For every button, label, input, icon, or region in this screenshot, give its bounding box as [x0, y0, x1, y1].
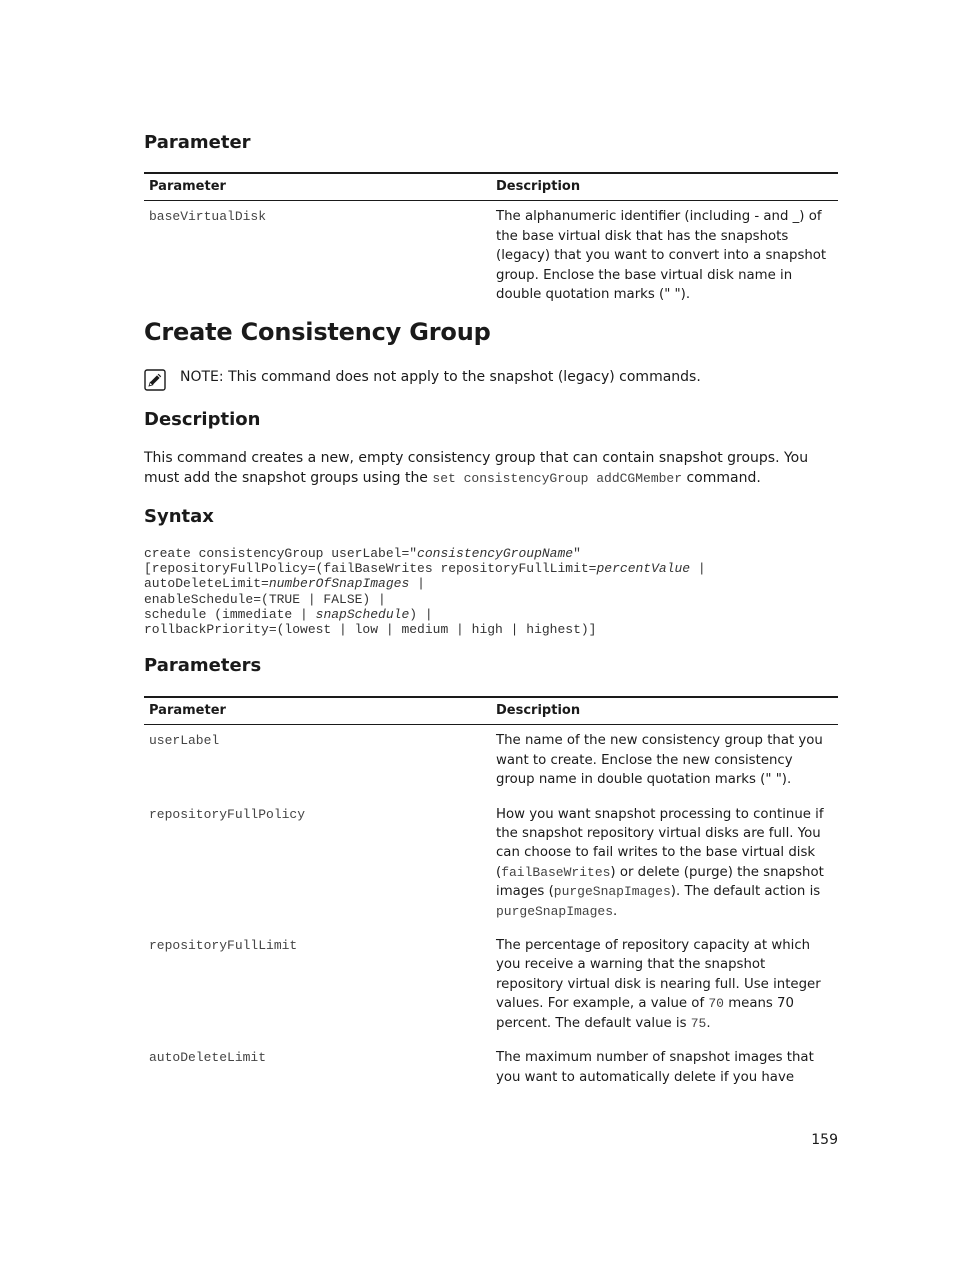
page-title: Create Consistency Group: [144, 318, 491, 346]
parameter-heading: Parameter: [144, 132, 251, 153]
syntax-text: rollbackPriority=(lowest | low | medium | high | highest)]: [144, 622, 597, 638]
inline-code: purgeSnapImages: [496, 903, 614, 919]
syntax-text: |: [409, 576, 425, 592]
column-header-description: Description: [491, 173, 838, 201]
syntax-placeholder: percentValue: [596, 561, 691, 577]
note-message: This command does not apply to the snapshot (legacy) commands.: [228, 369, 701, 385]
syntax-code-block: [144, 546, 706, 637]
syntax-text: autoDeleteLimit=: [144, 576, 269, 592]
table-header-row: [144, 173, 838, 201]
syntax-text: ": [573, 546, 581, 561]
inline-code: 75: [690, 1015, 707, 1031]
pencil-note-icon: [144, 369, 166, 391]
param-name: repositoryFullPolicy: [149, 806, 306, 822]
page-number: 159: [811, 1132, 838, 1148]
inline-code: set consistencyGroup addCGMember: [432, 471, 683, 486]
table-row: [144, 1042, 838, 1096]
syntax-text: enableSchedule=(TRUE | FALSE) |: [144, 591, 386, 607]
description-text: The maximum number of snapshot images that you want to automatically delete if you have: [496, 1050, 814, 1085]
parameters-heading: Parameters: [144, 655, 262, 676]
description-text: .: [613, 903, 618, 919]
document-page: [144, 0, 838, 1268]
note-label: NOTE:: [180, 369, 224, 385]
description-text: ) or delete (purge) the snapshot images (: [496, 864, 824, 900]
param-name: autoDeleteLimit: [149, 1050, 267, 1066]
note-callout: [144, 367, 838, 393]
description-heading: Description: [144, 409, 261, 430]
description-text: means 70 percent. The default value is: [496, 996, 794, 1031]
description-text: .: [706, 1015, 711, 1031]
note-text: [180, 367, 701, 387]
inline-code: purgeSnapImages: [553, 884, 671, 900]
description-text: The percentage of repository capacity at which you receive a warning that the snapshot repository virtual disk is nearing full. Use integer values. For example, a value of: [496, 938, 821, 1012]
description-paragraph: [144, 448, 838, 489]
syntax-placeholder: consistencyGroupName: [417, 546, 574, 561]
syntax-heading: Syntax: [144, 506, 214, 527]
param-name: baseVirtualDisk: [149, 209, 267, 225]
param-name: repositoryFullLimit: [149, 938, 298, 954]
column-header-description: Description: [491, 697, 838, 725]
param-description: [491, 799, 838, 930]
param-description: The alphanumeric identifier (including - and _) of the base virtual disk that has the snapshots (legacy) that you want to convert into a snapshot group. Enclose the base virtual disk name in double quotation marks (" ").: [496, 209, 827, 303]
syntax-text: [repositoryFullPolicy=(failBaseWrites repositoryFullLimit=: [144, 561, 597, 577]
param-description: [491, 930, 838, 1042]
inline-code: 70: [708, 996, 724, 1012]
param-description: [491, 1042, 838, 1096]
syntax-placeholder: numberOfSnapImages: [268, 576, 410, 592]
description-text: How you want snapshot processing to continue if the snapshot repository virtual disks are full. You can choose to fail writes to the base virtual disk (: [496, 806, 824, 880]
table-row: [144, 930, 838, 1042]
inline-code: failBaseWrites: [501, 864, 611, 880]
syntax-text: ) |: [409, 606, 433, 622]
table-row: [144, 799, 838, 930]
syntax-text: schedule (immediate |: [144, 606, 316, 622]
description-text: The name of the new consistency group that you want to create. Enclose the new consistency group name in double quotation marks (" ").: [496, 733, 823, 788]
syntax-text: create consistencyGroup userLabel=": [144, 546, 418, 561]
parameter-table: [144, 172, 838, 313]
table-row: [144, 725, 838, 799]
description-text: This command creates a new, empty consistency group that can contain snapshot groups. You must add the snapshot groups using the: [144, 450, 809, 486]
param-name: userLabel: [149, 733, 220, 749]
parameters-table: [144, 696, 838, 1096]
parameters-table-body: [144, 725, 838, 1096]
column-header-parameter: Parameter: [144, 697, 491, 725]
table-row: [144, 201, 838, 314]
description-text-end: command.: [686, 470, 761, 486]
column-header-parameter: Parameter: [144, 173, 491, 201]
table-header-row: [144, 697, 838, 725]
syntax-placeholder: snapSchedule: [315, 606, 410, 622]
description-text: ). The default action is: [670, 884, 821, 900]
param-description: [491, 725, 838, 799]
syntax-text: |: [690, 561, 706, 577]
